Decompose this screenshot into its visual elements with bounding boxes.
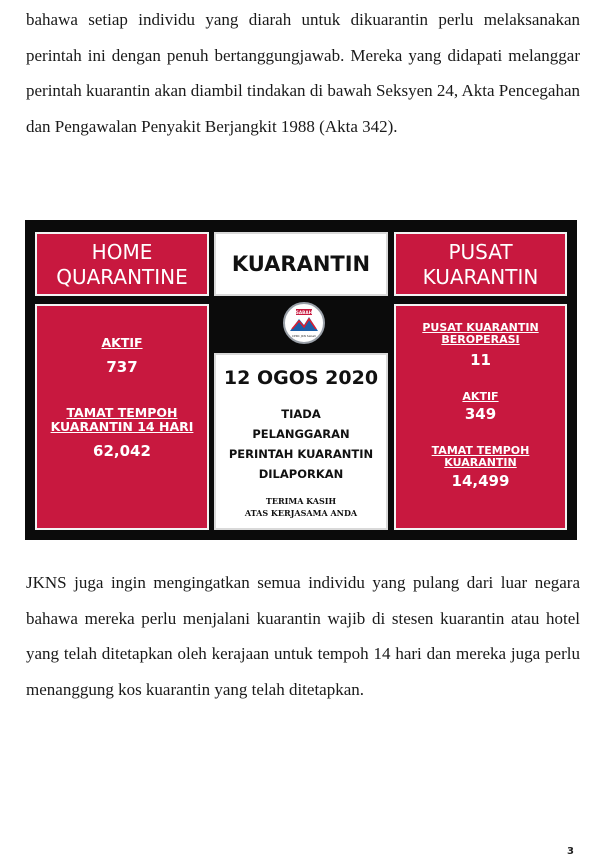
thanks-note-line2: ATAS KERJASAMA ANDA <box>244 508 358 518</box>
pusat-kuarantin-stats <box>394 304 567 530</box>
home-aktif-label: AKTIF <box>101 335 143 350</box>
logo-top-text: SABAH <box>295 310 313 315</box>
home-quarantine-title-line1: HOME <box>91 240 153 264</box>
home-tamat-label-line1: TAMAT TEMPOH <box>66 405 178 420</box>
pusat-tamat-label-line1: TAMAT TEMPOH <box>431 444 530 457</box>
status-card <box>214 353 388 530</box>
home-tamat-label-line2: KUARANTIN 14 HARI <box>50 419 194 434</box>
status-message-line2: PELANGGARAN <box>252 427 350 441</box>
thanks-note-line1: TERIMA KASIH <box>265 496 337 506</box>
paragraph-bottom-text: juga ingin mengingatkan semua individu yang pulang dari luar negara bahawa mereka perlu menjalani kuarantin wajib di stesen kuarantin atau hotel yang telah ditetapkan oleh kerajaan untuk tempoh 14 hari dan mereka juga perlu menanggung kos kuarantin yang telah ditetapkan. <box>26 573 580 699</box>
status-message-line1: TIADA <box>281 407 321 421</box>
pusat-beroperasi-label-line2: BEROPERASI <box>441 333 520 346</box>
jkns-lead: JKNS <box>26 573 67 592</box>
pusat-aktif-label: AKTIF <box>462 390 499 403</box>
kuarantin-title: KUARANTIN <box>214 232 388 296</box>
home-tamat-value: 62,042 <box>93 442 151 460</box>
status-date: 12 OGOS 2020 <box>223 367 379 389</box>
pusat-tamat-value: 14,499 <box>451 472 510 490</box>
status-message-line4: DILAPORKAN <box>258 467 344 481</box>
home-quarantine-stats <box>35 304 209 530</box>
thanks-note <box>216 495 386 519</box>
paragraph-top: bahawa setiap individu yang diarah untuk dikuarantin perlu melaksanakan perintah ini dengan penuh bertanggungjawab. Mereka yang didapati melanggar perintah kuarantin akan diambil tindakan di bawah Seksyen 24, Akta Pencegahan dan Pengawalan Penyakit Berjangkit 1988 (Akta 342). <box>26 10 580 136</box>
home-quarantine-title-line2: QUARANTINE <box>56 265 188 289</box>
paragraph-bottom <box>26 565 580 707</box>
pusat-beroperasi-label-line1: PUSAT KUARANTIN <box>422 321 539 334</box>
pusat-tamat-label-line2: KUARANTIN <box>444 456 517 469</box>
quarantine-infographic <box>25 220 577 540</box>
pusat-aktif-value: 349 <box>464 405 497 423</box>
pusat-beroperasi-value: 11 <box>470 351 491 369</box>
pusat-kuarantin-title-line1: PUSAT <box>448 240 513 264</box>
status-message <box>216 404 386 484</box>
status-message-line3: PERINTAH KUARANTIN <box>228 447 374 461</box>
pusat-kuarantin-title-line2: KUARANTIN <box>422 265 539 289</box>
sabah-cprc-logo <box>283 302 325 344</box>
page-number: 3 <box>567 846 574 857</box>
home-quarantine-header <box>35 232 209 296</box>
mountain-logo-icon <box>285 304 323 342</box>
home-aktif-value: 737 <box>106 358 138 376</box>
pusat-kuarantin-header <box>394 232 567 296</box>
logo-bottom-text: CPRC JKN Sabah <box>291 334 317 338</box>
